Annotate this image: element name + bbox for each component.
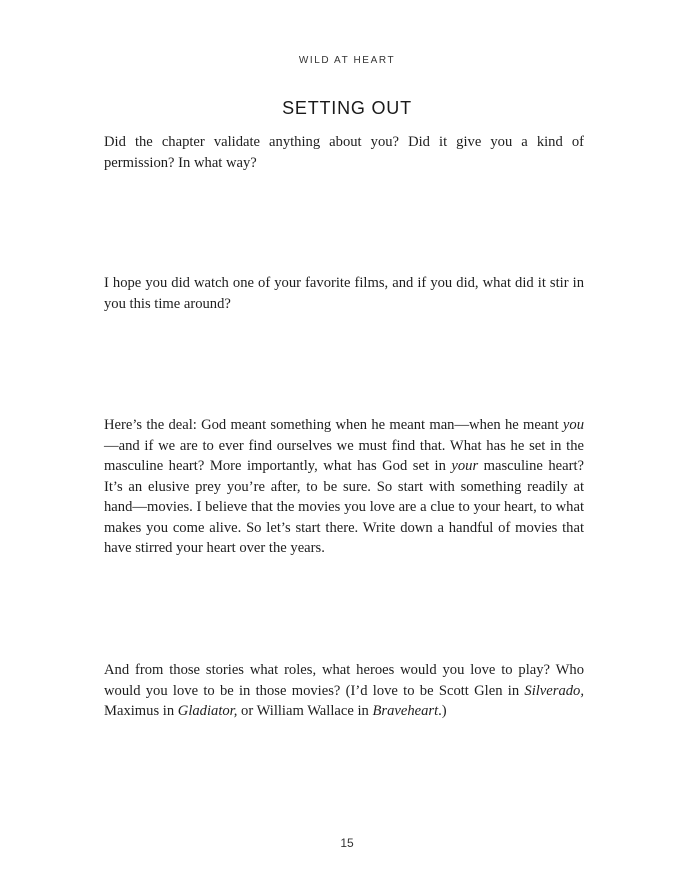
paragraph-text: And from those stories what roles, what heroes would you love to play? Who would you love to be in those movies? (I’d love to be Scott Glen in [104,662,584,699]
section-title: SETTING OUT [282,98,412,118]
paragraph-text: .) [438,703,447,719]
emphasis-text: your [451,458,479,474]
question-paragraph [104,415,584,559]
film-title: Braveheart [372,703,439,719]
film-title: Silverado, [524,682,584,699]
paragraph-text: masculine heart? It’s an elusive prey you’re after, to be sure. So start with something readily at hand—movies. I believe that the movies you love are a clue to your heart, to what makes you come alive. So let’s start there. Write down a handful of movies that have stirred your heart over the years. [104,458,584,556]
paragraph-text: Maximus in [104,703,178,719]
question-paragraph: Did the chapter validate anything about you? Did it give you a kind of permission? In what way? [104,134,584,171]
paragraph-text: —and if we are to ever find ourselves we must find that. What has he set in the masculine heart? More importantly, what has God set in [104,437,584,474]
paragraph-text: or William Wallace in [237,703,373,719]
question-paragraph [104,660,584,722]
page-number: 15 [340,836,354,850]
paragraph-text: Here’s the deal: God meant something when he meant man—when he meant [104,417,563,433]
emphasis-text: you [562,417,584,433]
film-title: Gladiator, [177,703,238,719]
question-paragraph: I hope you did watch one of your favorite films, and if you did, what did it stir in you this time around? [104,275,584,312]
running-head: WILD AT HEART [298,55,396,66]
